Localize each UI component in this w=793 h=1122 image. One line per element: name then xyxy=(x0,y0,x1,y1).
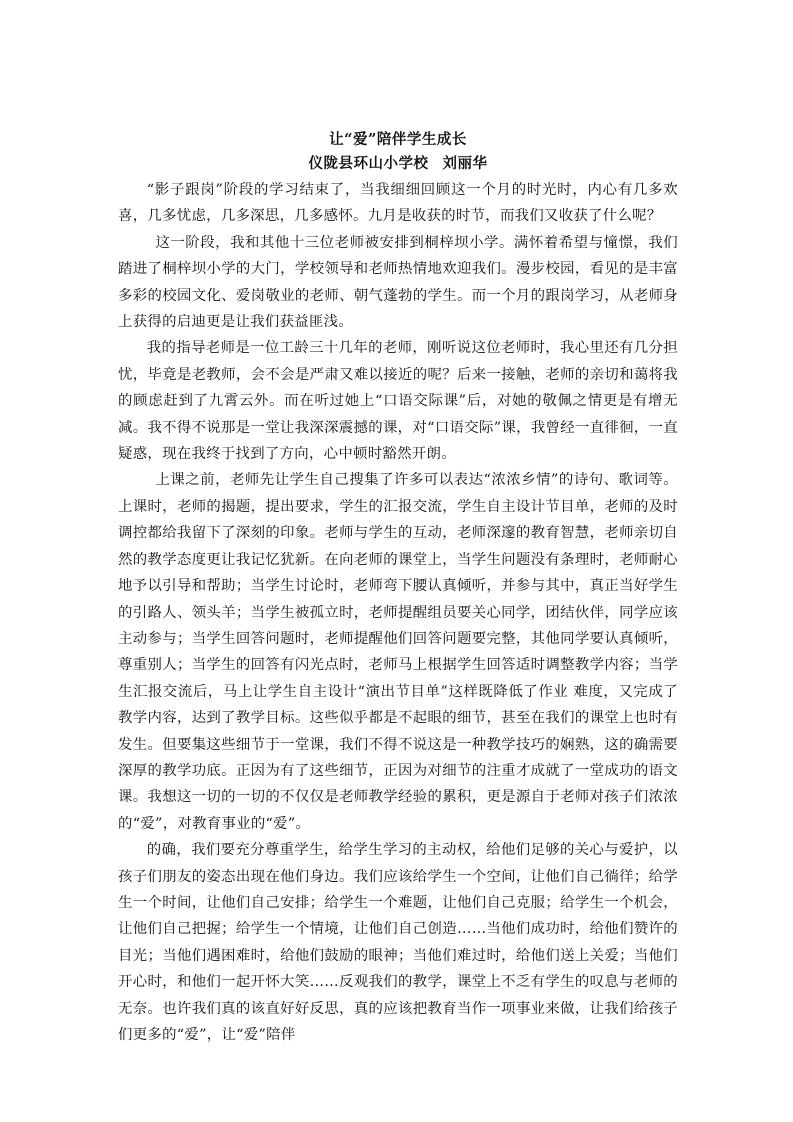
author-name: 刘丽华 xyxy=(442,155,488,172)
paragraph-5: 的确，我们要充分尊重学生，给学生学习的主动权，给他们足够的关心与爱护，以孩子们朋友的姿态出现在他们身边。我们应该给学生一个空间，让他们自己徜徉；给学生一个时间，让他们自己安排；给学生一个难题，让他们自己克服；给学生一个机会，让他们自己把握；给学生一个情境，让他们自己创造……当他们成功时，给他们赞许的目光；当他们遇困难时，给他们鼓励的眼神；当他们难过时，给他们送上关爱；当他们开心时，和他们一起开怀大笑……反观我们的教学，课堂上不乏有学生的叹息与老师的无奈。也许我们真的该直好好反思，真的应该把教育当作一项事业来做，让我们给孩子们更多的“爱”，让“爱”陪伴 xyxy=(118,842,678,1043)
article-body xyxy=(118,128,678,1048)
paragraph-1: “影子跟岗”阶段的学习结束了，当我细细回顾这一个月的时光时，内心有几多欢喜，几多忧虑，几多深思，几多感怀。九月是收获的时节，而我们又收获了什么呢？ xyxy=(118,182,678,225)
article-title: 让“爱”陪伴学生成长 xyxy=(329,131,467,148)
paragraph-3: 我的指导老师是一位工龄三十几年的老师，刚听说这位老师时，我心里还有几分担忧，毕竟是老教师，会不会是严肃又难以接近的呢？后来一接触，老师的亲切和蔼将我的顾虑赶到了九霄云外。而在听过她上“口语交际课”后，对她的敬佩之情更是有增无减。我不得不说那是一堂让我深深震撼的课，对“口语交际”课，我曾经一直徘徊，一直疑惑，现在我终于找到了方向，心中顿时豁然开朗。 xyxy=(118,340,678,463)
author-byline xyxy=(118,151,678,177)
school-name: 仪陇县环山小学校 xyxy=(308,155,429,172)
paragraph-4: 上课之前，老师先让学生自己搜集了许多可以表达“浓浓乡情”的诗句、歌词等。上课时，老师的揭题，提出要求，学生的汇报交流，学生自主设计节目单，老师的及时调控都给我留下了深刻的印象。老师与学生的互动，老师深邃的教育智慧，老师亲切自然的教学态度更让我记忆犹新。在向老师的课堂上，当学生问题没有条理时，老师耐心地予以引导和帮助；当学生讨论时，老师弯下腰认真倾听，并参与其中，真正当好学生的引路人、领头羊；当学生被孤立时，老师提醒组员要关心同学，团结伙伴，同学应该主动参与；当学生回答问题时，老师提醒他们回答问题要完整，其他同学要认真倾听，尊重别人；当学生的回答有闪光点时，老师马上根据学生回答适时调整教学内容；当学生汇报交流后，马上让学生自主设计“演出节目单”这样既降低了作业 难度，又完成了教学内容，达到了教学目标。这些似乎都是不起眼的细节，甚至在我们的课堂上也时有发生。但要集这些细节于一堂课，我们不得不说这是一种教学技巧的娴熟，这的确需要深厚的教学功底。正因为有了这些细节，正因为对细节的注重才成就了一堂成功的语文课。我想这一切的一切的不仅仅是老师教学经验的累积，更是源自于老师对孩子们浓浓的“爱”，对教育事业的“爱”。 xyxy=(118,472,678,832)
paragraph-2: 这一阶段，我和其他十三位老师被安排到桐梓坝小学。满怀着希望与憧憬，我们踏进了桐梓坝小学的大门，学校领导和老师热情地欢迎我们。漫步校园，看见的是丰富多彩的校园文化、爱岗敬业的老师、朝气蓬勃的学生。而一个月的跟岗学习，从老师身上获得的启迪更是让我们获益匪浅。 xyxy=(118,234,678,331)
